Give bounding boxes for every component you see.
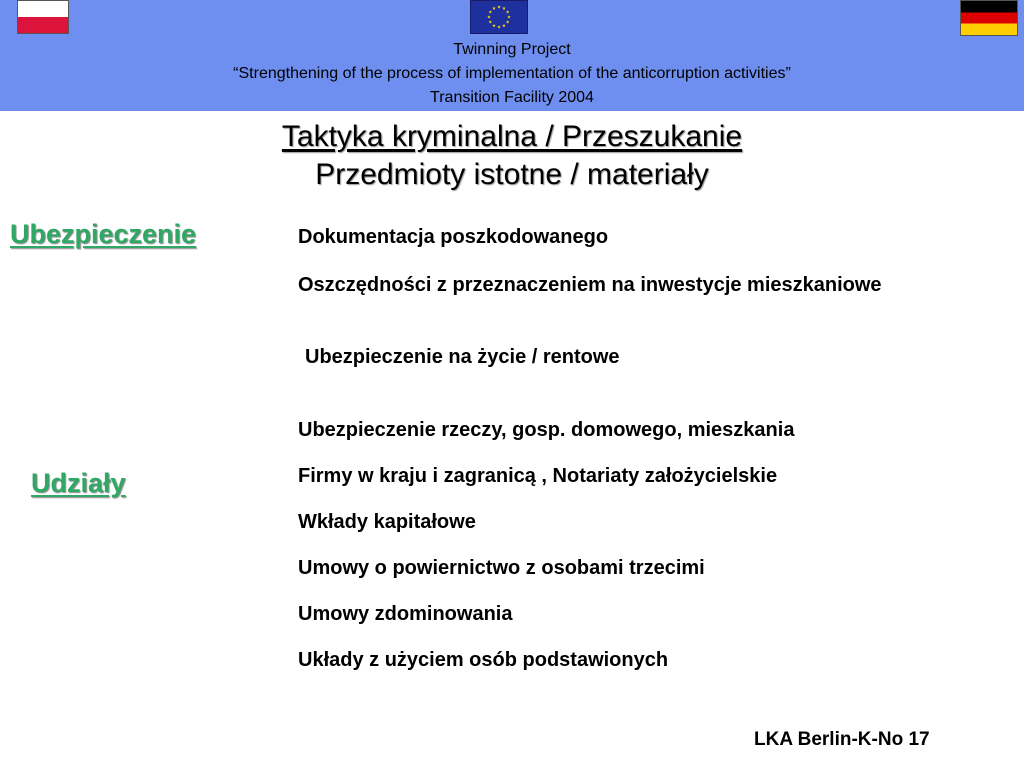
eu-star <box>506 20 509 23</box>
eu-flag-icon <box>470 0 528 34</box>
eu-star <box>506 10 509 13</box>
list-item: Ubezpieczenie na życie / rentowe <box>305 346 620 368</box>
list-item: Układy z użyciem osób podstawionych <box>298 649 669 671</box>
eu-star <box>487 15 490 18</box>
link-udzialy[interactable]: Udziały <box>31 468 126 498</box>
list-item: Umowy o powiernictwo z osobami trzecimi <box>298 557 705 579</box>
header-banner <box>0 0 1024 111</box>
project-subtitle: “Strengthening of the process of implementation of the anticorruption activities” <box>233 65 791 82</box>
eu-star <box>492 7 495 10</box>
eu-star <box>502 24 505 27</box>
slide-title-line2: Przedmioty istotne / materiały <box>315 158 709 191</box>
slide-footer: LKA Berlin-K-No 17 <box>754 729 930 750</box>
eu-star <box>489 10 492 13</box>
slide-title <box>0 118 1024 194</box>
poland-flag-icon <box>17 0 69 34</box>
eu-star <box>489 20 492 23</box>
eu-star <box>497 25 500 28</box>
project-facility: Transition Facility 2004 <box>430 89 594 106</box>
list-item: Oszczędności z przeznaczeniem na inwestycje mieszkaniowe <box>298 274 882 296</box>
eu-star <box>497 5 500 8</box>
list-item: Ubezpieczenie rzeczy, gosp. domowego, mieszkania <box>298 419 795 441</box>
eu-star <box>502 7 505 10</box>
list-item: Dokumentacja poszkodowanego <box>298 226 609 248</box>
eu-star <box>492 24 495 27</box>
project-name: Twinning Project <box>453 41 571 58</box>
slide-title-line1: Taktyka kryminalna / Przeszukanie <box>281 120 743 153</box>
list-item: Wkłady kapitałowe <box>298 511 476 533</box>
eu-star <box>507 15 510 18</box>
link-ubezpieczenie[interactable]: Ubezpieczenie <box>10 219 197 249</box>
project-info <box>0 38 1024 110</box>
list-item: Umowy zdominowania <box>298 603 513 625</box>
list-item: Firmy w kraju i zagranicą , Notariaty założycielskie <box>298 465 778 487</box>
germany-flag-icon <box>960 0 1018 36</box>
